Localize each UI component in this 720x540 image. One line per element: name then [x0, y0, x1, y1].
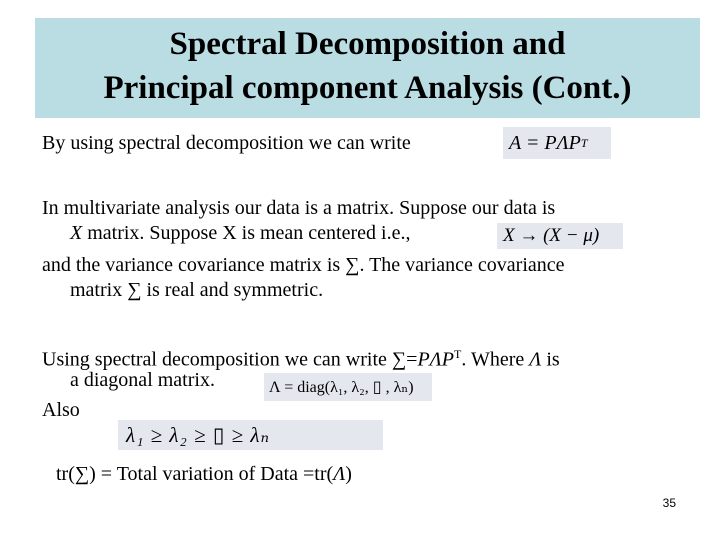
para3-line1-formula: PΛP	[417, 348, 454, 371]
para3-line1-a: Using spectral decomposition we can write ∑=	[42, 348, 418, 371]
formula-eigenvalue-ordering: λ₁ ≥ λ₂ ≥ ▯ ≥ λₙ	[118, 420, 383, 450]
para3-line2: a diagonal matrix.	[70, 369, 215, 391]
formula-spectral-decomposition	[503, 127, 611, 159]
para3-line1-b: . Where	[461, 348, 530, 371]
para2-line3: and the variance covariance matrix is ∑. The variance covariance	[42, 254, 565, 276]
para2-line1: In multivariate analysis our data is a matrix. Suppose our data is	[42, 197, 556, 219]
formula-diagonal-matrix: Λ = diag(λ₁, λ₂, ▯ , λₙ)	[264, 373, 432, 401]
formula-spectral-sup: T	[580, 135, 588, 150]
para3-line3: Also	[42, 399, 80, 421]
para2-x-variable: X	[70, 222, 83, 244]
trace-line	[56, 462, 352, 486]
trace-lambda: Λ	[333, 463, 346, 485]
para3-line1-c: is	[541, 348, 560, 371]
para1-text: By using spectral decomposition we can write	[42, 132, 411, 154]
para2-line4: matrix ∑ is real and symmetric.	[70, 279, 324, 301]
formula-spectral-text: A = PΛP	[509, 131, 581, 154]
formula-mean-centering: X → (X − μ)	[497, 223, 623, 249]
page-number: 35	[662, 496, 676, 510]
slide-title-line-2: Principal component Analysis (Cont.)	[103, 70, 632, 106]
para3-lambda: Λ	[529, 348, 542, 371]
para2-line2	[70, 221, 410, 245]
slide-title-line-1: Spectral Decomposition and	[169, 26, 566, 62]
trace-text-b: )	[345, 463, 352, 485]
para2-line2-rest: matrix. Suppose X is mean centered i.e.,	[82, 222, 411, 244]
title-banner	[35, 18, 700, 118]
para3-line1-sup: T	[453, 347, 462, 361]
trace-text-a: tr(∑) = Total variation of Data =tr(	[56, 463, 334, 485]
